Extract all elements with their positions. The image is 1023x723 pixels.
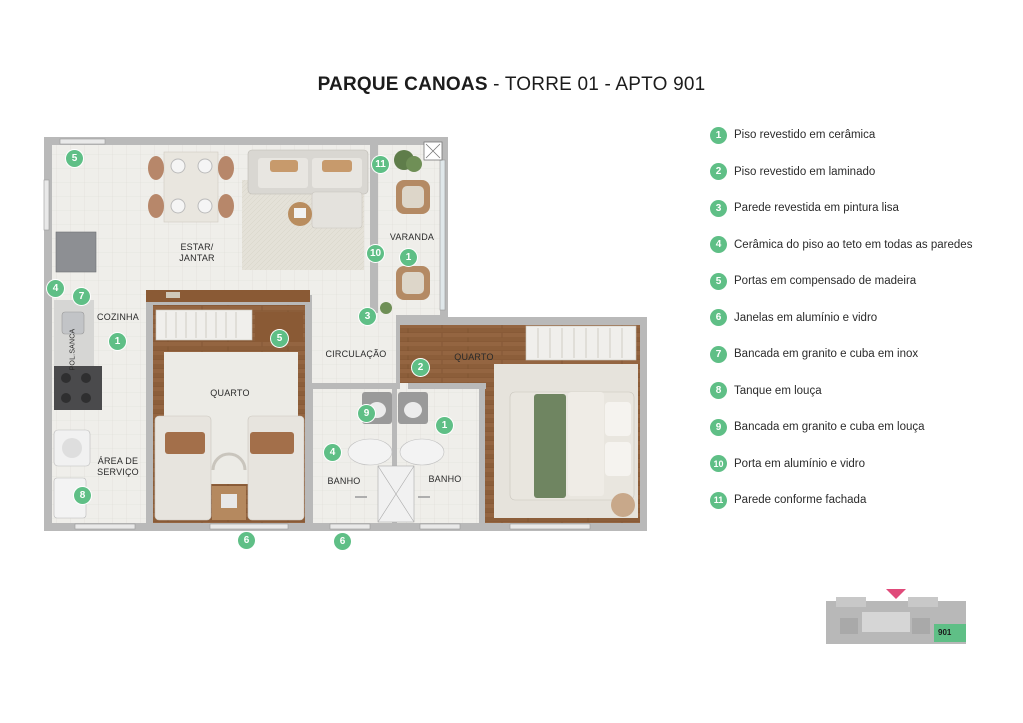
room-circulacao: CIRCULAÇÃO xyxy=(325,349,387,359)
room-estar-jantar xyxy=(172,242,222,264)
legend-item xyxy=(710,272,916,290)
legend-text: Porta em alumínio e vidro xyxy=(734,457,866,470)
badge-janela-banho: 6 xyxy=(334,533,351,550)
legend-text: Bancada em granito e cuba em inox xyxy=(734,348,919,360)
legend-text: Piso revestido em cerâmica xyxy=(734,129,876,141)
legend-badge: 4 xyxy=(710,236,727,253)
keyplan-north-marker xyxy=(886,589,906,599)
room-servico-line2: SERVIÇO xyxy=(97,467,139,477)
badge-quarto-porta: 5 xyxy=(271,330,288,347)
badge-cozinha-piso: 1 xyxy=(109,333,126,350)
legend-badge: 6 xyxy=(710,309,727,326)
badge-tanque: 8 xyxy=(74,487,91,504)
legend-text: Cerâmica do piso ao teto em todas as paredes xyxy=(734,238,973,251)
room-estar-label: ESTAR/ xyxy=(180,242,214,252)
badge-porta-top: 5 xyxy=(66,150,83,167)
legend-item xyxy=(710,309,877,327)
room-area-servico xyxy=(90,456,146,478)
title-project: PARQUE CANOAS xyxy=(317,74,488,95)
keyplan-unit-label: 901 xyxy=(938,628,952,637)
legend-text: Portas em compensado de madeira xyxy=(734,275,917,287)
legend-badge: 7 xyxy=(710,346,727,363)
legend-item xyxy=(710,382,822,400)
legend-badge: 10 xyxy=(710,455,727,472)
legend-text: Janelas em alumínio e vidro xyxy=(734,311,878,324)
badge-porta-varanda: 10 xyxy=(367,245,384,262)
room-quarto-left: QUARTO xyxy=(210,388,250,398)
badge-cozinha-ceramica: 4 xyxy=(47,280,64,297)
room-banho-right: BANHO xyxy=(428,474,462,484)
legend-item xyxy=(710,418,925,436)
badge-banho-ceramica: 4 xyxy=(324,444,341,461)
legend-text: Piso revestido em laminado xyxy=(734,165,876,178)
room-varanda: VARANDA xyxy=(389,232,435,242)
badge-varanda-piso: 1 xyxy=(400,249,417,266)
legend-item xyxy=(710,199,899,217)
legend-badge: 1 xyxy=(710,127,727,144)
room-servico-line1: ÁREA DE xyxy=(97,456,139,466)
room-cozinha: COZINHA xyxy=(97,312,139,322)
badge-banho-bancada: 9 xyxy=(358,405,375,422)
badge-banho-piso: 1 xyxy=(436,417,453,434)
legend-item xyxy=(710,455,865,473)
legend-item xyxy=(710,491,866,509)
legend-item xyxy=(710,126,875,144)
legend-badge: 9 xyxy=(710,419,727,436)
room-banho-left: BANHO xyxy=(327,476,361,486)
badge-parede-fachada: 11 xyxy=(372,156,389,173)
legend-badge: 3 xyxy=(710,200,727,217)
legend-text: Parede conforme fachada xyxy=(734,494,867,506)
badge-quarto-laminado: 2 xyxy=(412,359,429,376)
legend-text: Bancada em granito e cuba em louça xyxy=(734,421,925,433)
legend-badge: 2 xyxy=(710,163,727,180)
room-pol-sanca: POL.SANCA xyxy=(69,328,77,371)
room-jantar-label: JANTAR xyxy=(179,253,215,263)
legend-text: Parede revestida em pintura lisa xyxy=(734,202,899,214)
legend-item xyxy=(710,345,918,363)
legend-badge: 11 xyxy=(710,492,727,509)
legend-item xyxy=(710,163,875,181)
legend-item xyxy=(710,236,972,254)
legend-text: Tanque em louça xyxy=(734,384,822,397)
legend-badge: 5 xyxy=(710,273,727,290)
badge-cozinha-bancada: 7 xyxy=(73,288,90,305)
badge-janela-quarto: 6 xyxy=(238,532,255,549)
legend-badge: 8 xyxy=(710,382,727,399)
badge-circulacao-parede: 3 xyxy=(359,308,376,325)
title-unit: - TORRE 01 - APTO 901 xyxy=(487,74,706,95)
room-quarto-right: QUARTO xyxy=(454,352,494,362)
